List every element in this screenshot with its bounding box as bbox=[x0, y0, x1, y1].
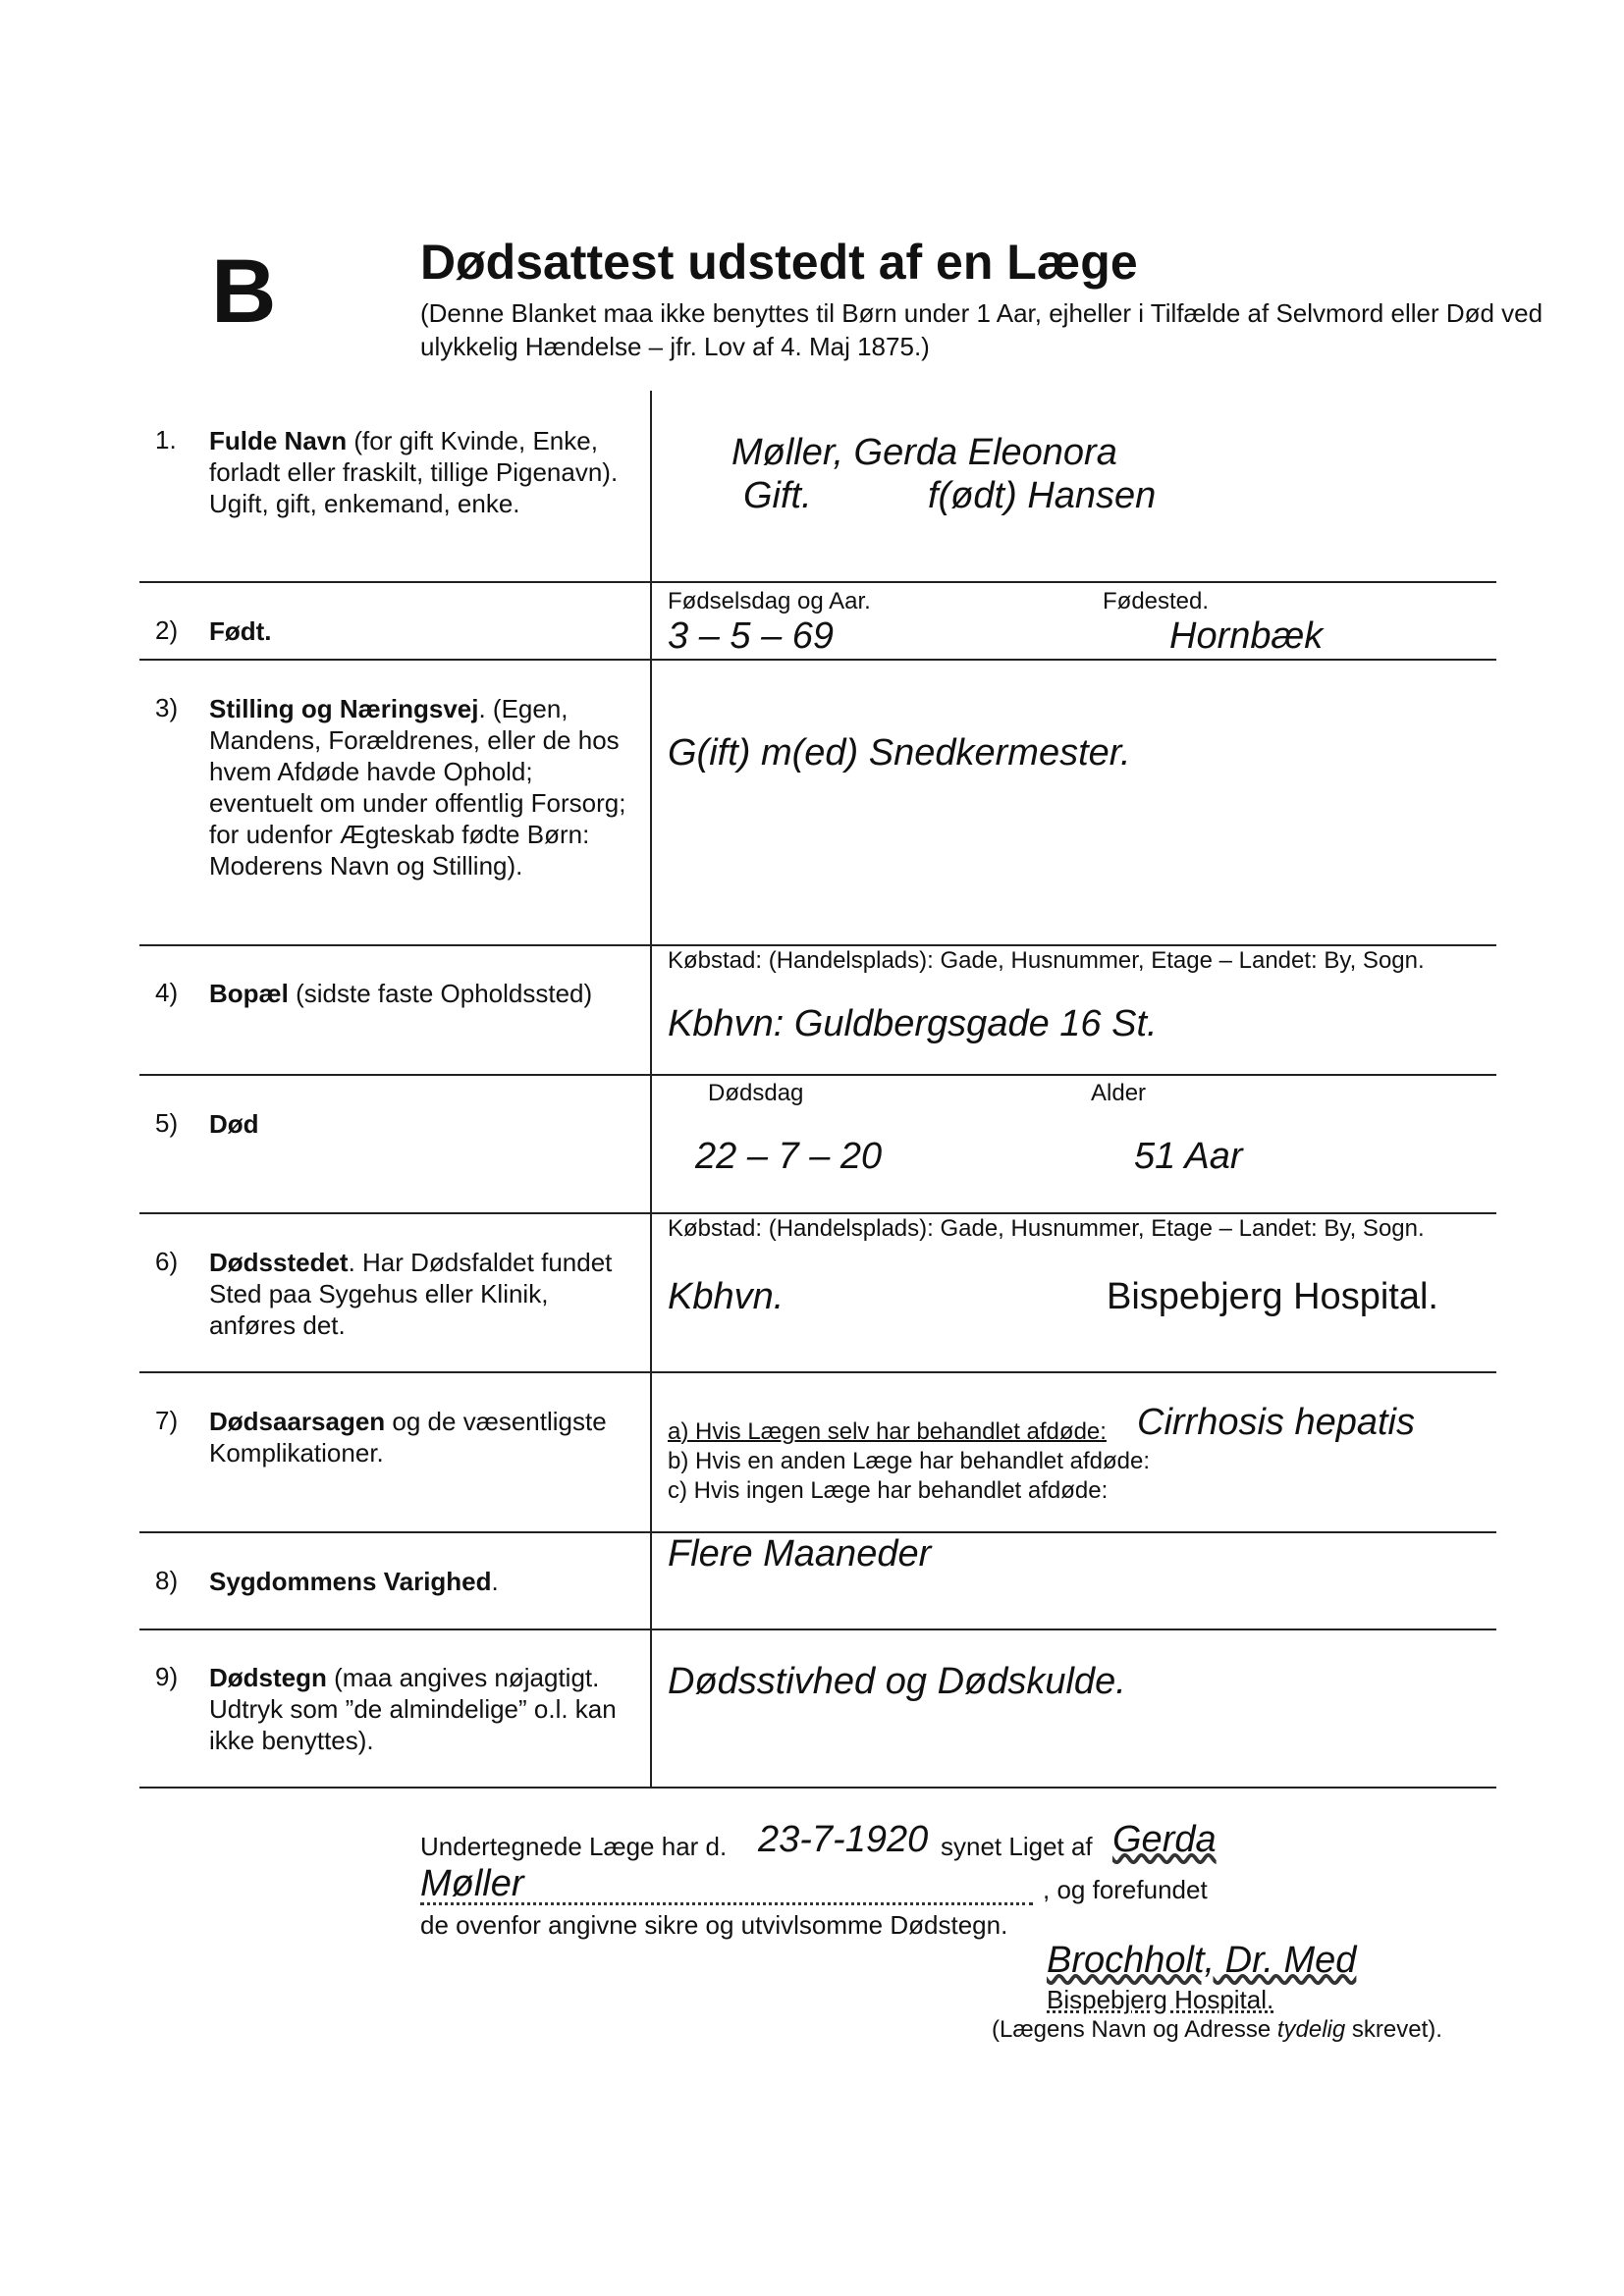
declaration-text-4: de ovenfor angivne sikre og utvivlsomme Dødstegn. bbox=[420, 1910, 1008, 1940]
occupation-value: G(ift) m(ed) Snedkermester. bbox=[668, 732, 1131, 774]
row-divider bbox=[139, 659, 1496, 661]
age-value: 51 Aar bbox=[1134, 1136, 1243, 1177]
cause-line-c: c) Hvis ingen Læge har behandlet afdøde: bbox=[668, 1477, 1109, 1504]
marital-status-value: Gift. bbox=[743, 475, 812, 516]
row-label: Dødsaarsagen og de væsentligste Komplikationer. bbox=[209, 1407, 607, 1468]
cause-line-a: a) Hvis Lægen selv har behandlet afdøde: bbox=[668, 1418, 1107, 1445]
row-label: Stilling og Næringsvej. (Egen, Mandens, Forældrenes, eller de hos hvem Afdøde havde Ophold; eventuelt om under offentlig Forsorg; for udenfor Ægteskab fødte Børn: Moderens Navn og Stilling). bbox=[209, 694, 626, 881]
column-divider bbox=[650, 391, 652, 1787]
signature-note: (Lægens Navn og Adresse tydelig skrevet). bbox=[992, 2016, 1442, 2043]
deceased-last-name-value: Møller bbox=[420, 1863, 524, 1904]
row-number: 1. bbox=[155, 425, 177, 454]
row-label: Dødstegn (maa angives nøjagtigt. Udtryk som ”de almindelige” o.l. kan ikke benyttes). bbox=[209, 1663, 617, 1755]
row-number: 9) bbox=[155, 1662, 179, 1691]
birthplace-value: Hornbæk bbox=[1169, 615, 1324, 657]
deathdate-caption: Dødsdag bbox=[708, 1080, 804, 1106]
page-subtitle: (Denne Blanket maa ikke benyttes til Børn under 1 Aar, ejheller i Tilfælde af Selvmord eller Død ved ulykkelig Hændelse – jfr. Lov af 4. Maj 1875.) bbox=[420, 298, 1543, 361]
cause-line-b: b) Hvis en anden Læge har behandlet afdøde: bbox=[668, 1448, 1151, 1474]
maiden-name-value: f(ødt) Hansen bbox=[928, 475, 1157, 516]
page-title: Dødsattest udstedt af en Læge bbox=[420, 235, 1138, 290]
form-letter: B bbox=[211, 241, 277, 342]
row-number: 4) bbox=[155, 978, 179, 1007]
doctor-signature: Brochholt, Dr. Med bbox=[1047, 1940, 1357, 1981]
inspection-date-value: 23-7-1920 bbox=[758, 1819, 929, 1860]
row-label: Sygdommens Varighed. bbox=[209, 1567, 499, 1596]
row-divider bbox=[139, 581, 1496, 583]
row-number: 6) bbox=[155, 1247, 179, 1276]
row-divider bbox=[139, 1212, 1496, 1214]
row-number: 8) bbox=[155, 1566, 179, 1595]
illness-duration-value: Flere Maaneder bbox=[668, 1533, 932, 1575]
place-of-death-caption: Købstad: (Handelsplads): Gade, Husnummer, Etage – Landet: By, Sogn. bbox=[668, 1215, 1425, 1242]
residence-value: Kbhvn: Guldbergsgade 16 St. bbox=[668, 1003, 1158, 1044]
row-divider bbox=[139, 1371, 1496, 1373]
row-label: Fulde Navn (for gift Kvinde, Enke, forladt eller fraskilt, tillige Pigenavn). Ugift, gift, enkemand, enke. bbox=[209, 426, 619, 518]
row-label: Bopæl (sidste faste Opholdssted) bbox=[209, 979, 593, 1008]
doctor-address: Bispebjerg Hospital. bbox=[1047, 1985, 1274, 2014]
row-divider bbox=[139, 1787, 1496, 1789]
row-number: 7) bbox=[155, 1406, 179, 1435]
row-number: 3) bbox=[155, 693, 179, 722]
row-divider bbox=[139, 1074, 1496, 1076]
declaration-text-2: synet Liget af bbox=[941, 1832, 1093, 1861]
birthplace-caption: Fødested. bbox=[1103, 588, 1210, 614]
row-number: 5) bbox=[155, 1108, 179, 1138]
row-label: Dødsstedet. Har Dødsfaldet fundet Sted paa Sygehus eller Klinik, anføres det. bbox=[209, 1248, 613, 1340]
cause-of-death-value: Cirrhosis hepatis bbox=[1137, 1402, 1415, 1443]
death-city-value: Kbhvn. bbox=[668, 1276, 785, 1317]
row-divider bbox=[139, 944, 1496, 946]
declaration-text-1: Undertegnede Læge har d. bbox=[420, 1832, 728, 1861]
row-label: Født. bbox=[209, 616, 272, 646]
row-divider bbox=[139, 1629, 1496, 1630]
name-dotted-line bbox=[420, 1902, 1033, 1905]
declaration-text-3: , og forefundet bbox=[1043, 1875, 1208, 1904]
row-number: 2) bbox=[155, 615, 179, 645]
birthdate-value: 3 – 5 – 69 bbox=[668, 615, 835, 657]
deathdate-value: 22 – 7 – 20 bbox=[695, 1136, 883, 1177]
birthdate-caption: Fødselsdag og Aar. bbox=[668, 588, 871, 614]
full-name-value: Møller, Gerda Eleonora bbox=[731, 432, 1117, 473]
deceased-first-name-value: Gerda bbox=[1112, 1819, 1217, 1860]
death-place-value: Bispebjerg Hospital. bbox=[1107, 1276, 1438, 1317]
signs-of-death-value: Dødsstivhed og Dødskulde. bbox=[668, 1661, 1126, 1702]
row-label: Død bbox=[209, 1109, 259, 1139]
age-caption: Alder bbox=[1091, 1080, 1147, 1106]
residence-caption: Købstad: (Handelsplads): Gade, Husnummer, Etage – Landet: By, Sogn. bbox=[668, 947, 1425, 974]
